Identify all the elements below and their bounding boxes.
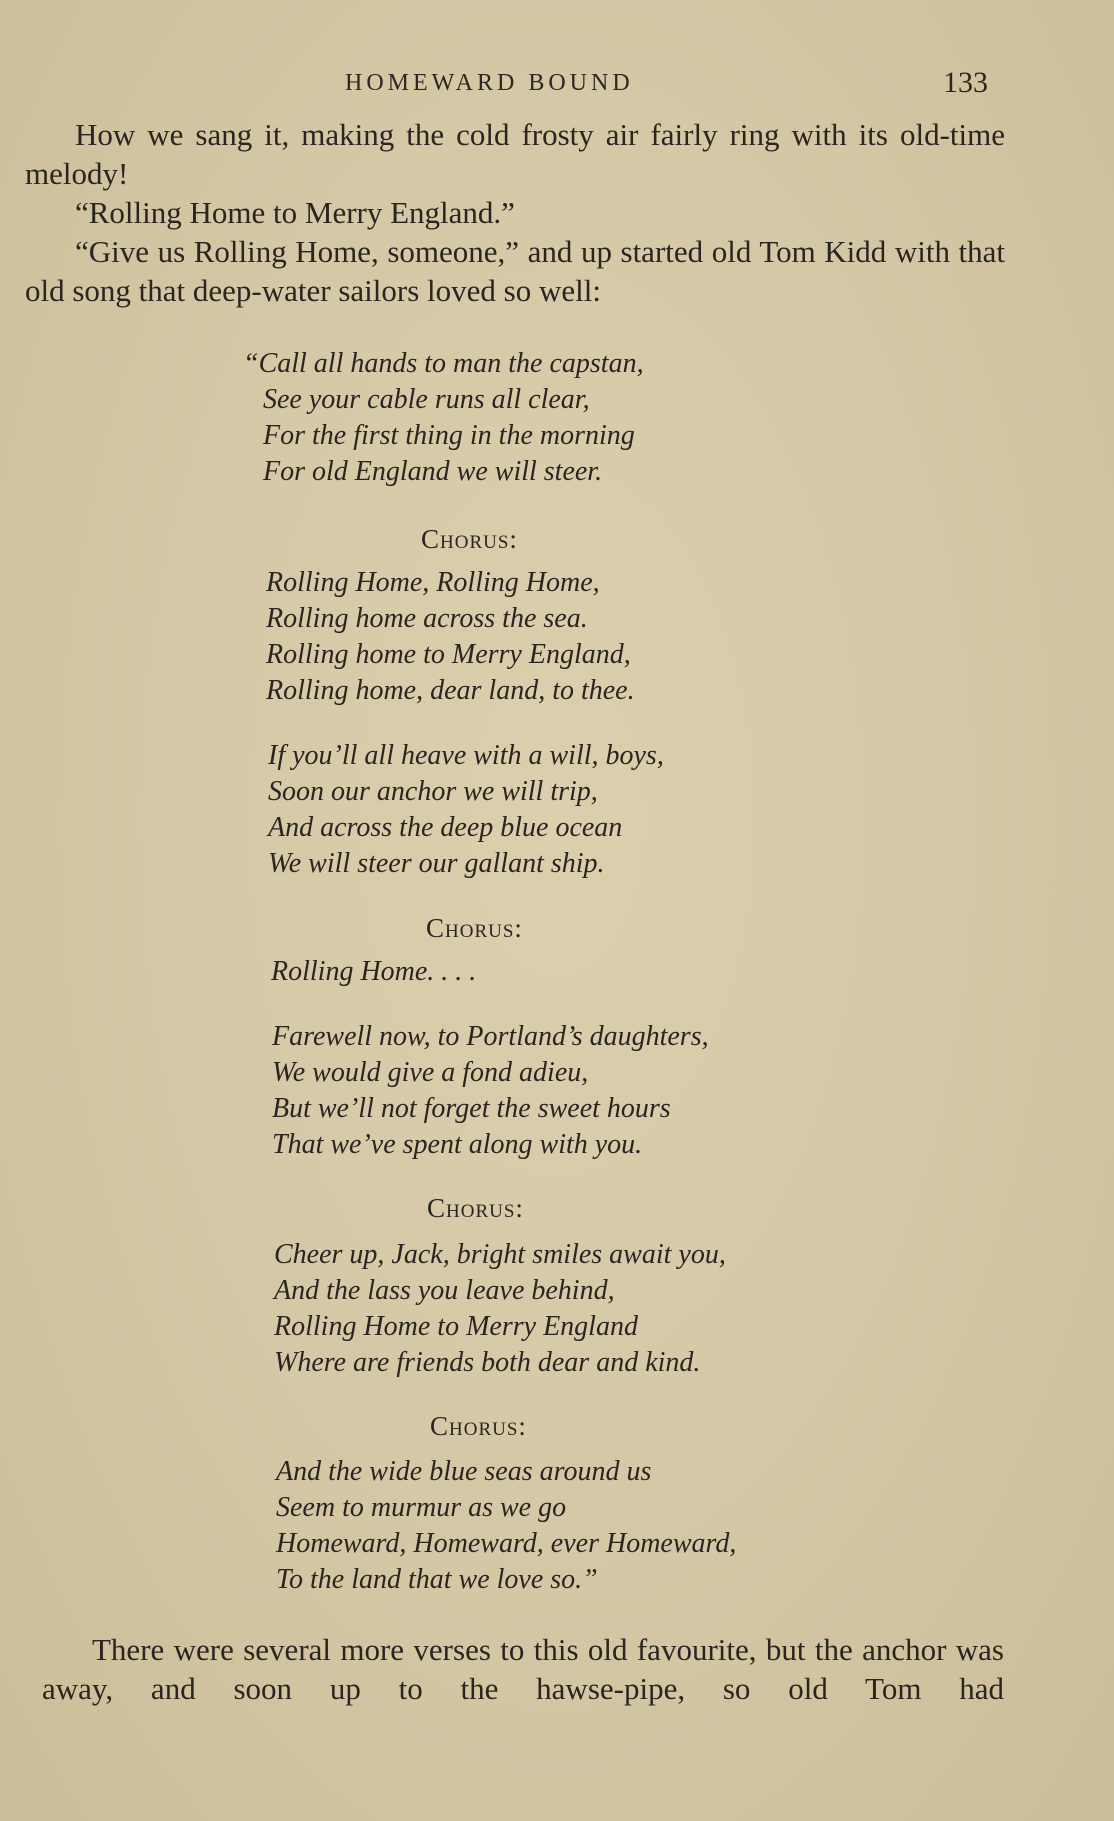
verse-line: Where are friends both dear and kind. [274, 1347, 701, 1378]
verse-line: See your cable runs all clear, [263, 384, 590, 415]
running-title: HOMEWARD BOUND [345, 70, 634, 96]
verse-line: And the lass you leave behind, [274, 1275, 615, 1306]
verse-line: If you’ll all heave with a will, boys, [268, 740, 664, 771]
outro-prose [42, 1630, 1004, 1708]
chorus-label: Chorus: [426, 913, 523, 943]
verse-line: And across the deep blue ocean [268, 812, 623, 843]
verse-line: We will steer our gallant ship. [268, 848, 605, 879]
verse-3 [272, 1019, 709, 1163]
verse-line: Rolling home, dear land, to thee. [266, 675, 635, 706]
chorus-label: Chorus: [427, 1193, 524, 1223]
verse-line: For the first thing in the morning [263, 420, 635, 451]
verse-line: “Call all hands to man the capstan, [243, 348, 644, 379]
verse-line: Rolling Home, Rolling Home, [266, 567, 600, 598]
intro-paragraph-3: “Give us Rolling Home, someone,” and up started old Tom Kidd with that old song that deep-water sailors loved so well: [25, 234, 1005, 308]
verse-line: Farewell now, to Portland’s daughters, [272, 1021, 709, 1052]
verse-2 [268, 738, 664, 882]
chorus-label: Chorus: [430, 1411, 527, 1441]
verse-line: Rolling Home. . . . [271, 956, 477, 987]
intro-prose [25, 115, 1005, 310]
verse-line: And the wide blue seas around us [276, 1456, 652, 1487]
outro-paragraph-1: There were several more verses to this old favourite, but the anchor was away, and soon up to the hawse-pipe, so old Tom had [42, 1632, 1004, 1706]
chorus-4 [276, 1454, 736, 1598]
verse-line: Cheer up, Jack, bright smiles await you, [274, 1239, 726, 1270]
intro-paragraph-1: How we sang it, making the cold frosty air fairly ring with its old-time melody! [25, 117, 1005, 191]
verse-line: Homeward, Homeward, ever Homeward, [276, 1528, 737, 1559]
verse-line: But we’ll not forget the sweet hours [272, 1093, 671, 1124]
verse-line: For old England we will steer. [263, 456, 603, 487]
verse-line: We would give a fond adieu, [272, 1057, 589, 1088]
chorus-3 [274, 1237, 726, 1381]
chorus-label: Chorus: [421, 524, 518, 554]
page-number: 133 [943, 66, 988, 99]
chorus-2 [271, 954, 476, 990]
verse-line: Soon our anchor we will trip, [268, 776, 598, 807]
verse-line: Rolling home to Merry England, [266, 639, 631, 670]
verse-line: Rolling Home to Merry England [274, 1311, 638, 1342]
verse-line: That we’ve spent along with you. [272, 1129, 643, 1160]
chorus-1 [266, 565, 635, 709]
verse-line: Seem to murmur as we go [276, 1492, 567, 1523]
intro-paragraph-2: “Rolling Home to Merry England.” [75, 195, 515, 230]
verse-line: To the land that we love so.” [276, 1564, 598, 1595]
running-head [0, 66, 1114, 102]
verse-1 [243, 346, 644, 490]
verse-line: Rolling home across the sea. [266, 603, 588, 634]
